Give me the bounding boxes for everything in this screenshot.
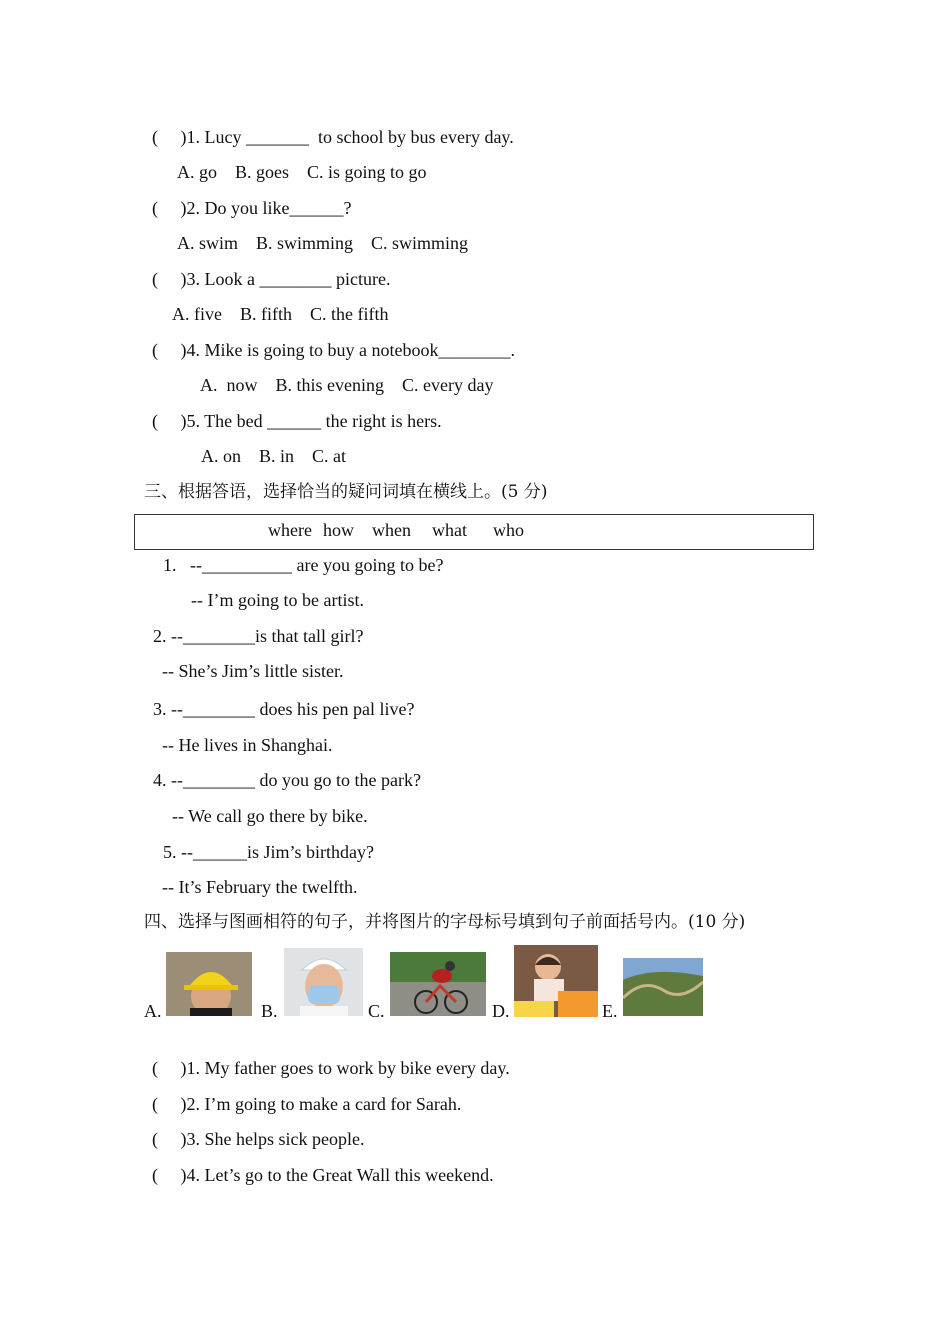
picture-label-e: E. bbox=[602, 1001, 618, 1021]
great-wall-picture bbox=[623, 958, 703, 1016]
nurse-picture bbox=[284, 948, 363, 1016]
mc-item-2-options: A. swim B. swimming C. swimming bbox=[177, 233, 469, 253]
fill-item-5-answer: -- It’s February the twelfth. bbox=[162, 877, 358, 897]
match-item-2: ( )2. I’m going to make a card for Sarah. bbox=[152, 1094, 462, 1114]
worker-hardhat-picture bbox=[166, 952, 252, 1016]
picture-label-c: C. bbox=[368, 1001, 385, 1021]
section3-title: 三、根据答语，选择恰当的疑问词填在横线上。(5 分) bbox=[144, 482, 548, 502]
fill-item-2-answer: -- She’s Jim’s little sister. bbox=[162, 661, 344, 681]
fill-item-4-question: 4. --________ do you go to the park? bbox=[153, 770, 421, 790]
match-item-1: ( )1. My father goes to work by bike every day. bbox=[152, 1058, 510, 1078]
mc-item-1-options: A. go B. goes C. is going to go bbox=[177, 162, 427, 182]
picture-label-d: D. bbox=[492, 1001, 510, 1021]
mc-item-1-stem: ( )1. Lucy _______ to school by bus every day. bbox=[152, 127, 514, 147]
word-bank-word: how bbox=[323, 520, 354, 540]
word-bank-word: who bbox=[493, 520, 524, 540]
fill-item-5-question: 5. --______is Jim’s birthday? bbox=[163, 842, 374, 862]
match-item-3: ( )3. She helps sick people. bbox=[152, 1129, 365, 1149]
section4-title: 四、选择与图画相符的句子，并将图片的字母标号填到句子前面括号内。(10 分) bbox=[144, 912, 746, 932]
mc-item-5-stem: ( )5. The bed ______ the right is hers. bbox=[152, 411, 442, 431]
picture-label-b: B. bbox=[261, 1001, 278, 1021]
match-item-4: ( )4. Let’s go to the Great Wall this weekend. bbox=[152, 1165, 494, 1185]
word-bank-word: when bbox=[372, 520, 411, 540]
fill-item-1-answer: -- I’m going to be artist. bbox=[191, 590, 364, 610]
mc-item-5-options: A. on B. in C. at bbox=[201, 446, 347, 466]
word-bank-word: what bbox=[432, 520, 467, 540]
mc-item-4-stem: ( )4. Mike is going to buy a notebook________. bbox=[152, 340, 515, 360]
mc-item-3-options: A. five B. fifth C. the fifth bbox=[172, 304, 389, 324]
fill-item-3-answer: -- He lives in Shanghai. bbox=[162, 735, 333, 755]
word-bank-word: where bbox=[268, 520, 312, 540]
mc-item-4-options: A. now B. this evening C. every day bbox=[200, 375, 494, 395]
mc-item-2-stem: ( )2. Do you like______? bbox=[152, 198, 352, 218]
fill-item-3-question: 3. --________ does his pen pal live? bbox=[153, 699, 415, 719]
picture-label-a: A. bbox=[144, 1001, 162, 1021]
fill-item-4-answer: -- We call go there by bike. bbox=[172, 806, 368, 826]
word-bank-box bbox=[134, 514, 814, 550]
child-making-card-picture bbox=[514, 945, 598, 1017]
mc-item-3-stem: ( )3. Look a ________ picture. bbox=[152, 269, 391, 289]
fill-item-2-question: 2. --________is that tall girl? bbox=[153, 626, 364, 646]
fill-item-1-question: 1. --__________ are you going to be? bbox=[163, 555, 444, 575]
cyclist-picture bbox=[390, 952, 486, 1016]
